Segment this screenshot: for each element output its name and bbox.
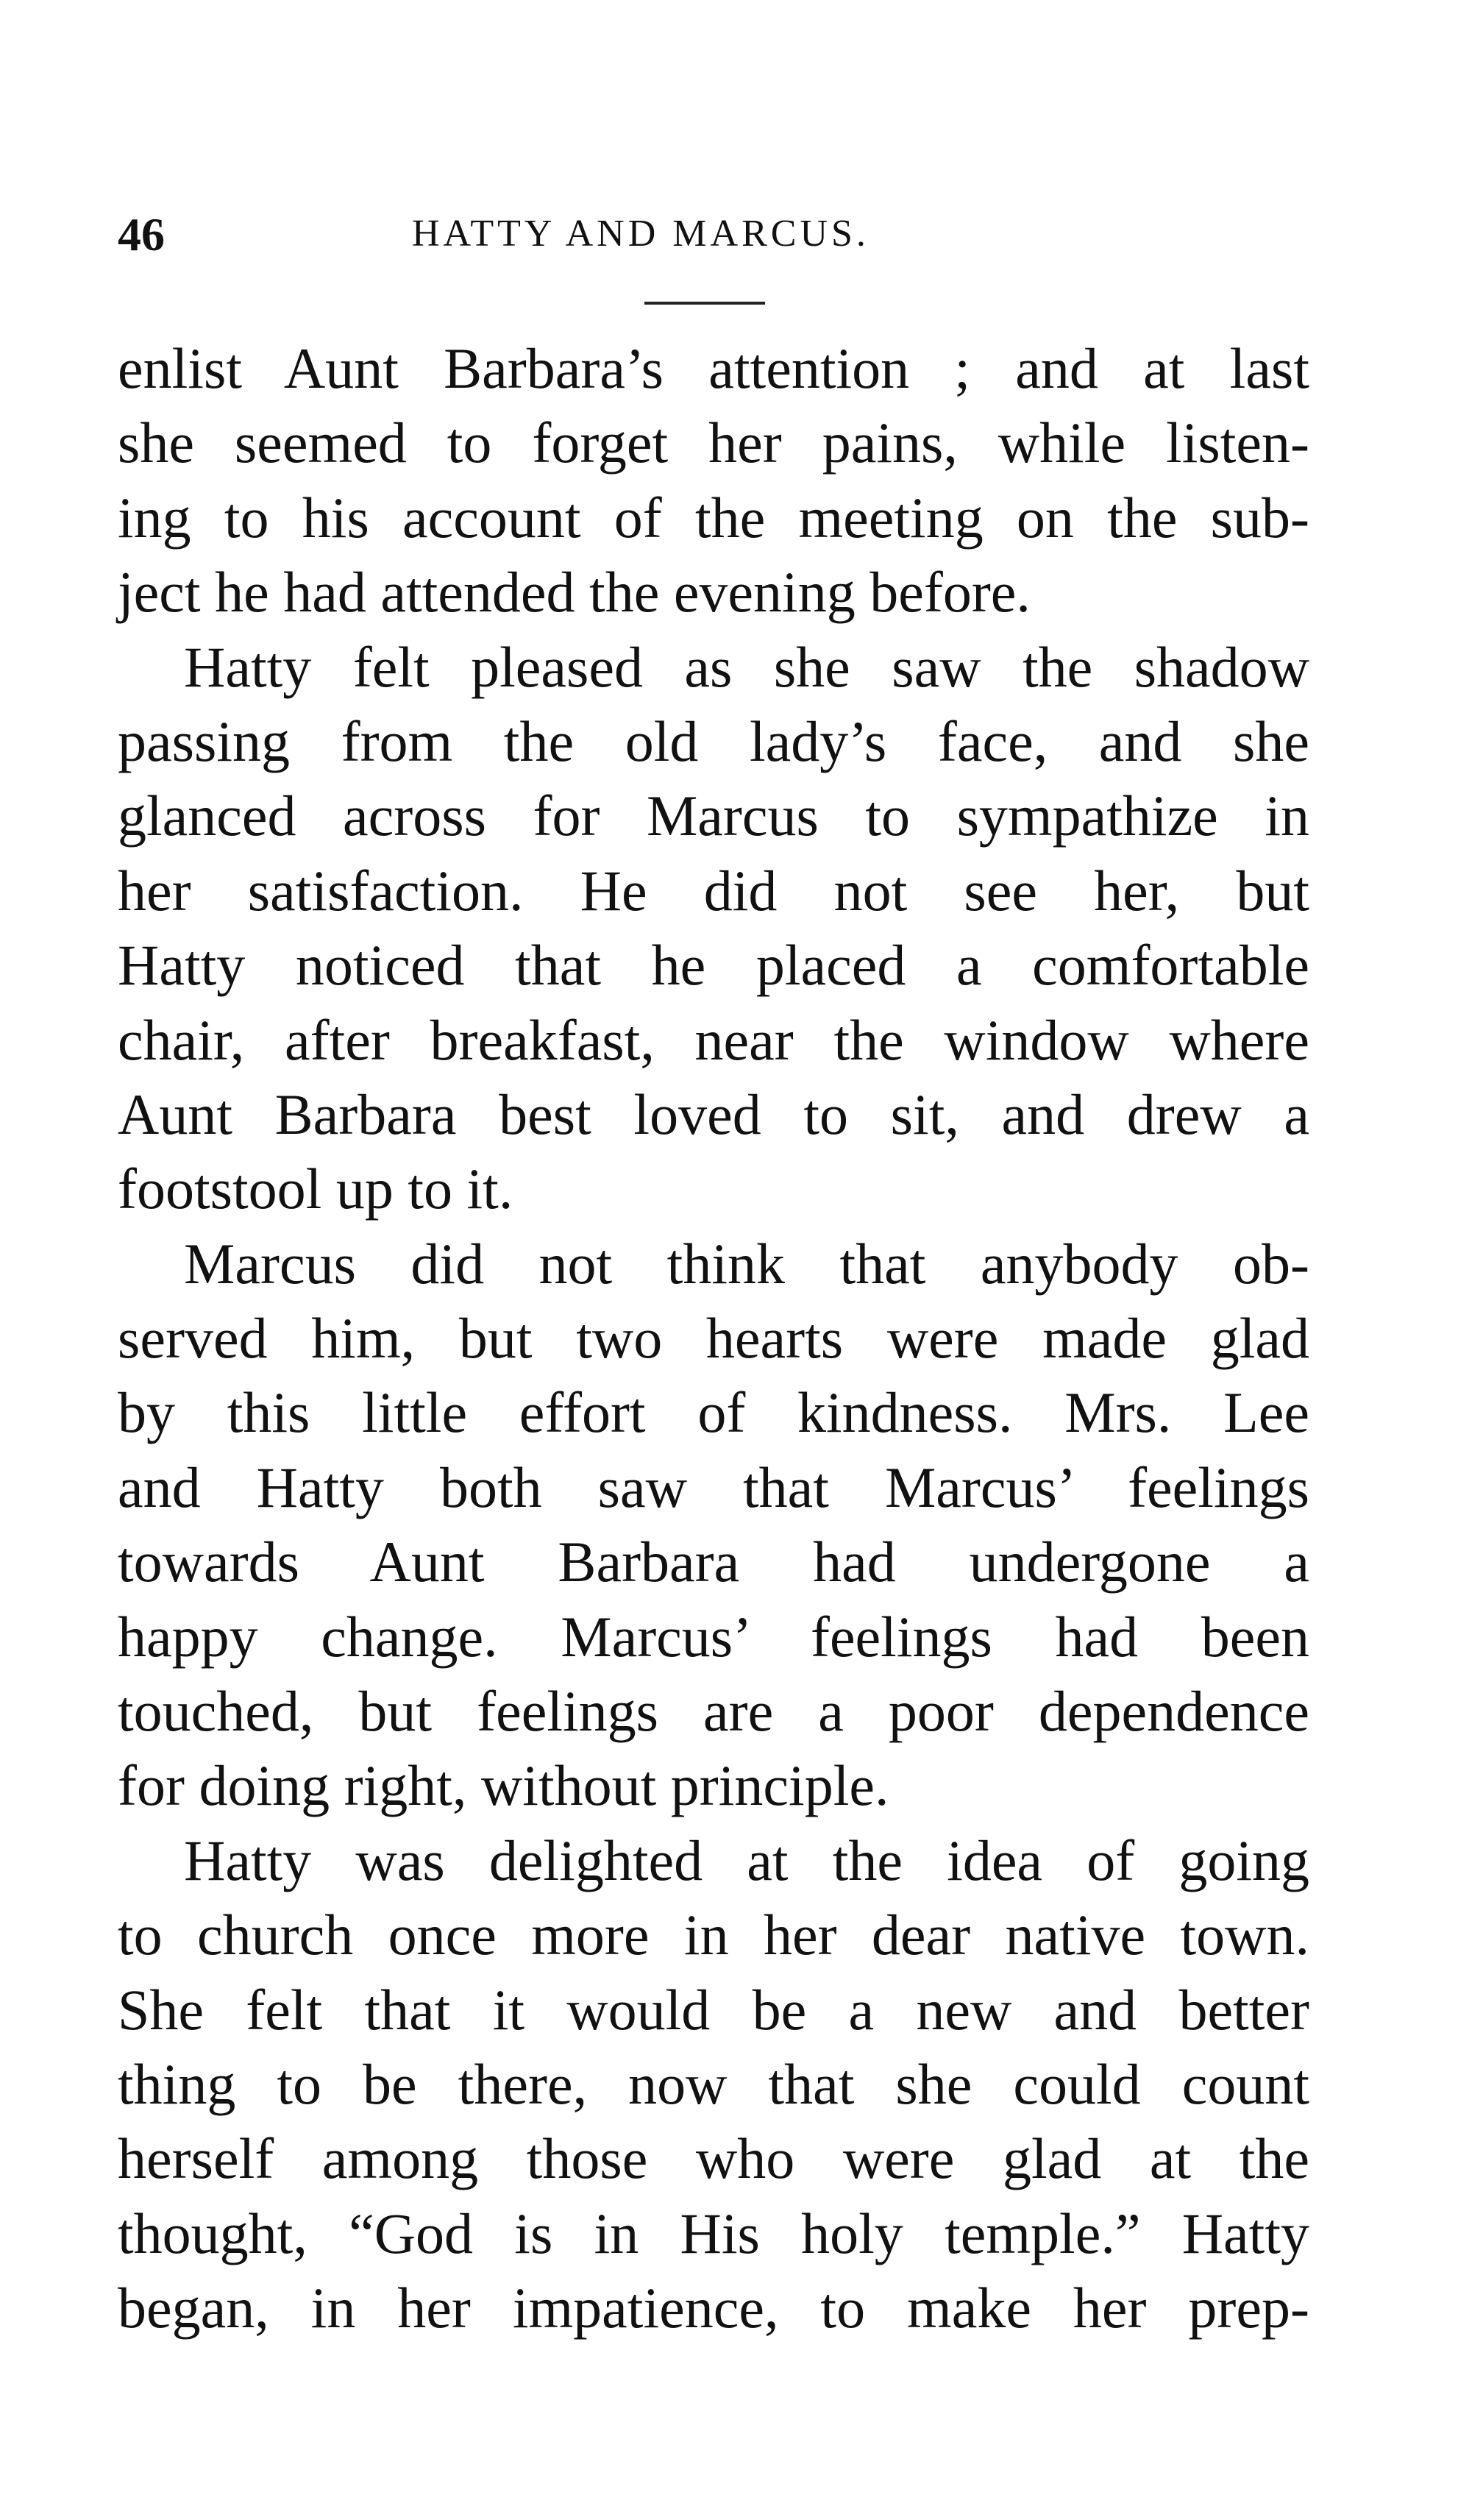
text-line: ing to his account of the meeting on the sub-: [118, 485, 1309, 550]
text-line: for doing right, without principle.: [118, 1753, 889, 1818]
body-text: [118, 331, 1309, 2346]
text-line: passing from the old lady’s face, and she: [118, 709, 1309, 773]
header-rule: [644, 302, 765, 305]
text-line: footstool up to it.: [118, 1157, 513, 1221]
text-line: She felt that it would be a new and better: [118, 1977, 1309, 2042]
text-line: chair, after breakfast, near the window where: [118, 1007, 1309, 1072]
text-line: happy change. Marcus’ feelings had been: [118, 1604, 1309, 1669]
text-line: Aunt Barbara best loved to sit, and drew a: [118, 1082, 1309, 1146]
text-line: Marcus did not think that anybody ob-: [184, 1231, 1309, 1296]
text-line: Hatty noticed that he placed a comfortable: [118, 933, 1309, 998]
running-title: HATTY AND MARCUS.: [412, 213, 869, 255]
text-line: Hatty felt pleased as she saw the shadow: [184, 634, 1309, 699]
text-line: thought, “God is in His holy temple.” Hatty: [118, 2201, 1309, 2265]
text-line: herself among those who were glad at the: [118, 2126, 1309, 2191]
text-line: began, in her impatience, to make her prep-: [118, 2276, 1309, 2340]
text-line: by this little effort of kindness. Mrs. Lee: [118, 1380, 1309, 1445]
text-line: Hatty was delighted at the idea of going: [184, 1828, 1309, 1892]
text-line: served him, but two hearts were made glad: [118, 1306, 1309, 1371]
text-line: she seemed to forget her pains, while listen-: [118, 411, 1309, 475]
text-line: thing to be there, now that she could count: [118, 2051, 1309, 2116]
text-line: glanced across for Marcus to sympathize in: [118, 784, 1309, 848]
text-line: towards Aunt Barbara had undergone a: [118, 1530, 1309, 1594]
text-line: touched, but feelings are a poor dependence: [118, 1679, 1309, 1744]
running-head: [118, 207, 1309, 266]
text-line: enlist Aunt Barbara’s attention ; and at last: [118, 336, 1309, 400]
page-number: 46: [118, 208, 165, 260]
text-line: and Hatty both saw that Marcus’ feelings: [118, 1455, 1309, 1519]
text-line: ject he had attended the evening before.: [118, 560, 1031, 625]
text-line: to church once more in her dear native town.: [118, 1903, 1309, 1967]
text-line: her satisfaction. He did not see her, but: [118, 858, 1309, 923]
